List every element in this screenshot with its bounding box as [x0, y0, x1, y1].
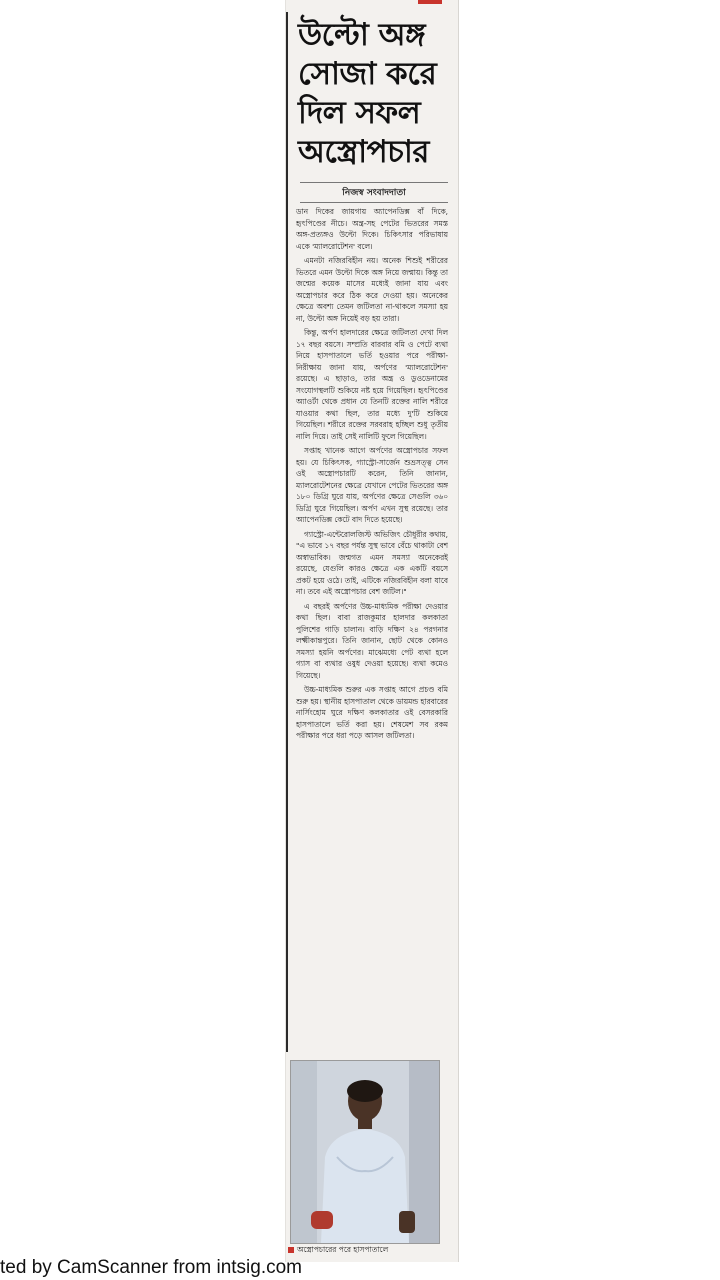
article-paragraph: গ্যাস্ট্রো-এন্টেরোলজিস্ট অভিজিৎ চৌধুরীর কথায়, "এ ভাবে ১৭ বছর পর্যন্ত সুস্থ ভাবে বেঁচে থাকাটা বেশ অস্বাভাবিক। জন্মগত এমন সমস্যা অনেকেরই রয়েছে, যেগুলি কারও ক্ষেত্রে এক একটি বয়সে প্রকট হয়ে ওঠে। তাই, এটিকে নজিরবিহীন বলা যাবে না। তবে এই অস্ত্রোপচার বেশ জটিল।": [296, 529, 448, 596]
photo-caption: [288, 1244, 454, 1256]
photo-caption-text: অস্ত্রোপচারের পরে হাসপাতালে: [297, 1245, 389, 1254]
article-paragraph: উচ্চ-মাধ্যমিক শুরুর এক সপ্তাহ আগে প্রচণ্ড বমি শুরু হয়। স্থানীয় হাসপাতাল থেকে ডায়মন্ড হারবারের নার্সিংহোম ঘুরে দক্ষিণ কলকাতার ওই বেসরকারি হাসপাতালে ভর্তি করা হয়। শেষমেশ সব রকম পরীক্ষার পরে ধরা পড়ে আসল জটিলতা।: [296, 685, 448, 740]
newspaper-clipping: [286, 0, 458, 1262]
red-edge-mark: [418, 0, 442, 4]
caption-marker: [288, 1247, 294, 1253]
article-paragraph: কিন্তু, অর্পণ হালদারের ক্ষেত্রে জটিলতা দেখা দিল ১৭ বছর বয়সে। সম্প্রতি বারবার বমি ও পেটে ব্যথা নিয়ে হাসপাতালে ভর্তি হওয়ার পরে পরীক্ষা-নিরীক্ষায় জানা যায়, অর্পণের 'ম্যালরোটেশন' রয়েছে। এ ছাড়াও, তার অন্ত্র ও ডুওডেনামের সংযোগস্থলটি শুকিয়ে নষ্ট হয়ে গিয়েছিল। হৃৎপিণ্ডের অ্যাওর্টা থেকে প্রধান যে তিনটি রক্তের নালি শরীরে যাওয়ার কথা ছিল, তার মধ্যে দু'টি শুকিয়ে গিয়েছিল। শরীরে রক্তের সরবরাহ হচ্ছিল শুধু তৃতীয় নালি দিয়ে। তাই সেই নালিটি ফুলে গিয়েছিল।: [296, 328, 448, 441]
article-paragraph: ডান দিকের জায়গায় অ্যাপেনডিক্স বাঁ দিকে, হৃৎপিণ্ডের নীচে। অন্ত্র-সহ পেটের ভিতরের সমস্ত অঙ্গ-প্রত্যঙ্গও উল্টো দিকে। চিকিৎসার পরিভাষায় একে 'ম্যালরোটেশন' বলে।: [296, 207, 448, 251]
article-body: [296, 206, 448, 1066]
patient-photo: [290, 1060, 440, 1244]
patient-photo-illustration: [291, 1061, 439, 1243]
article-headline: উল্টো অঙ্গ সোজা করে দিল সফল অস্ত্রোপচার: [298, 17, 437, 170]
article-paragraph: এ বছরই অর্পণের উচ্চ-মাধ্যমিক পরীক্ষা দেওয়ার কথা ছিল। বাবা রাজকুমার হালদার কলকাতা পুলিশের গাড়ি চালান। বাড়ি দক্ষিণ ২৪ পরগনার লক্ষ্মীকান্তপুরে। তিনি জানান, ছোট থেকে কোনও সমস্যা হয়নি অর্পণের। মাঝেমধ্যে পেট ব্যথা হলে গ্যাস বা ব্যথার ওষুধ দেওয়া হয়েছে। ব্যথা কমেও গিয়েছে।: [296, 601, 448, 680]
article-paragraph: সপ্তাহ খানেক আগে অর্পণের অস্ত্রোপচার সফল হয়। যে চিকিৎসক, গ্যাস্ট্রো-সার্জেন শুভ্রসত্ত্ব সেন ওই অস্ত্রোপচারটি করেন, তিনি জানান, ম্যালরোটেশনের ক্ষেত্রে যেখানে পেটের ভিতরের অঙ্গ ১৮০ ডিগ্রি ঘুরে যায়, অর্পণের ক্ষেত্রে সেগুলি ৩৬০ ডিগ্রি ঘুরে গিয়েছিল। অর্পণ এখন সুস্থ রয়েছে। তার অ্যাপেনডিক্স কেটে বাদ দিতে হয়েছে।: [296, 446, 448, 524]
column-rule: [286, 12, 288, 1052]
article-byline: নিজস্ব সংবাদদাতা: [300, 182, 448, 203]
scanner-watermark: ted by CamScanner from intsig.com: [0, 1257, 303, 1278]
article-paragraph: এমনটা নজিরবিহীন নয়। অনেক শিশুই শরীরের ভিতরে এমন উল্টো দিকে অঙ্গ নিয়ে জন্মায়। কিন্তু তা জন্মের কয়েক মাসের মধ্যেই জানা যায় এবং অস্ত্রোপচার করে ঠিক করে দেওয়া হয়। অনেকের ক্ষেত্রে অবশ্য তেমন জটিলতা না-থাকলে সমস্যা হয় না, উল্টো অঙ্গ নিয়েই বড় হয় তারা।: [296, 256, 448, 323]
